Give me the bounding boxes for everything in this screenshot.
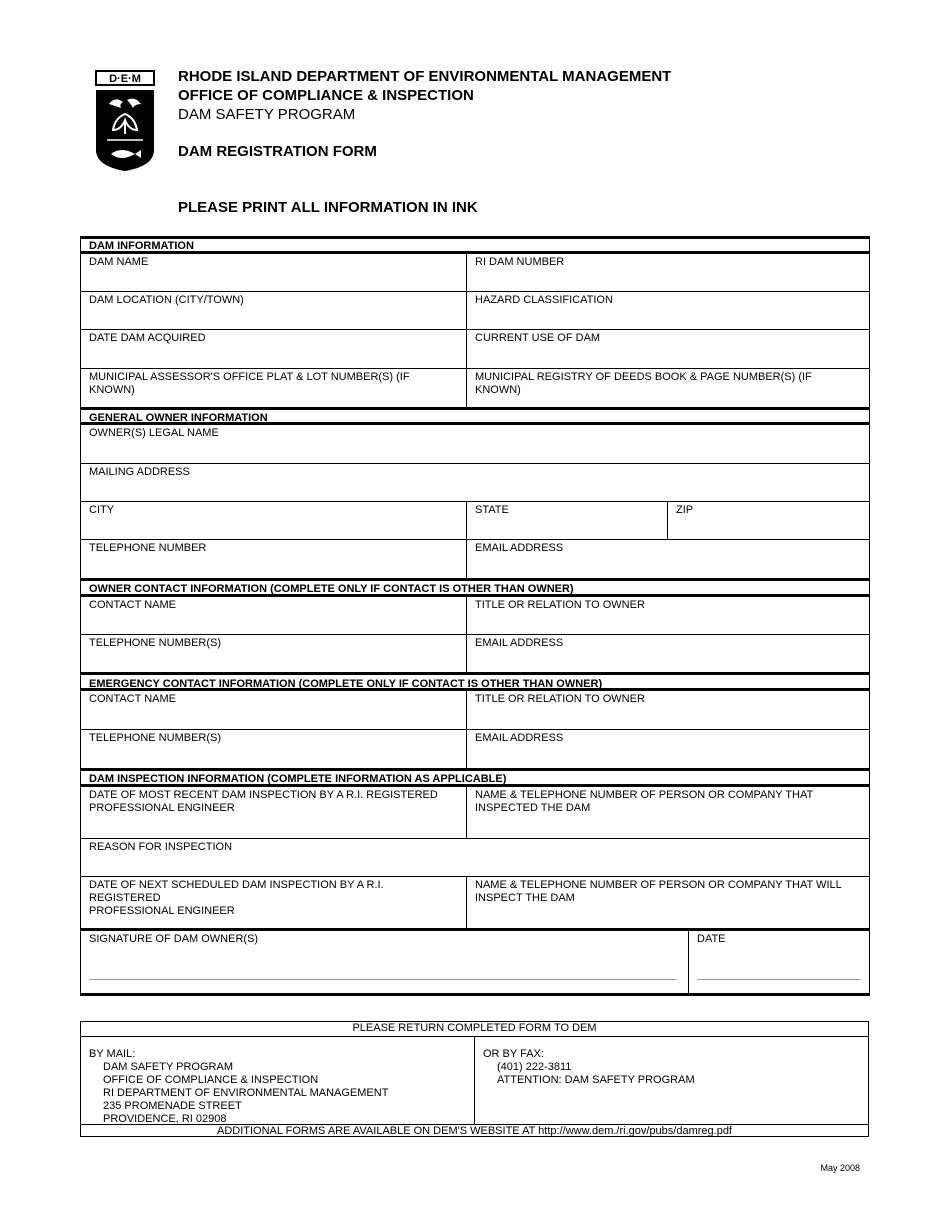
owner-contact-title-label: TITLE OR RELATION TO OWNER [475, 599, 645, 611]
signature-line [89, 979, 677, 980]
owner-telephone-label: TELEPHONE NUMBER [89, 542, 207, 554]
return-info-box [80, 1021, 869, 1137]
mail-line: DAM SAFETY PROGRAM [103, 1061, 233, 1073]
recent-inspection-date-label-2: PROFESSIONAL ENGINEER [89, 802, 235, 814]
instruction-text: PLEASE PRINT ALL INFORMATION IN INK [178, 199, 478, 216]
state-field[interactable] [466, 501, 667, 539]
emergency-contact-email-label: EMAIL ADDRESS [475, 732, 564, 744]
owner-email-field[interactable] [466, 539, 869, 578]
mail-address-block [89, 1048, 388, 1126]
owner-info-section-title: GENERAL OWNER INFORMATION [89, 412, 268, 424]
state-label: STATE [475, 504, 509, 516]
emergency-contact-section-title: EMERGENCY CONTACT INFORMATION (COMPLETE ONLY IF CONTACT IS OTHER THAN OWNER) [89, 678, 603, 690]
signature-date-field[interactable] [688, 930, 869, 993]
inspection-section-title: DAM INSPECTION INFORMATION (COMPLETE INFORMATION AS APPLICABLE) [89, 773, 507, 785]
owner-contact-email-field[interactable] [466, 634, 869, 672]
owner-signature-field[interactable] [80, 930, 688, 993]
inspection-reason-field[interactable] [80, 838, 869, 876]
recent-inspector-label-2: INSPECTED THE DAM [475, 802, 591, 814]
owner-signature-label: SIGNATURE OF DAM OWNER(S) [89, 933, 259, 945]
signature-date-label: DATE [697, 933, 726, 945]
ri-dam-number-label: RI DAM NUMBER [475, 256, 565, 268]
current-use-label: CURRENT USE OF DAM [475, 332, 601, 344]
by-fax-label: OR BY FAX: [483, 1048, 544, 1060]
next-inspection-date-field[interactable] [80, 876, 466, 928]
fax-line: ATTENTION: DAM SAFETY PROGRAM [497, 1074, 695, 1086]
next-inspector-label-1: NAME & TELEPHONE NUMBER OF PERSON OR COMPANY THAT WILL [475, 879, 842, 891]
date-acquired-label: DATE DAM ACQUIRED [89, 332, 206, 344]
city-field[interactable] [80, 501, 466, 539]
registry-field[interactable] [466, 368, 869, 407]
mail-line: PROVIDENCE, RI 02908 [103, 1113, 227, 1125]
owner-contact-title-field[interactable] [466, 596, 869, 634]
dem-logo [95, 70, 155, 172]
recent-inspector-label-1: NAME & TELEPHONE NUMBER OF PERSON OR COMPANY THAT [475, 789, 814, 801]
owner-legal-name-field[interactable] [80, 424, 869, 462]
emergency-contact-email-field[interactable] [466, 729, 869, 768]
assessor-field[interactable] [80, 368, 466, 407]
dam-name-field[interactable] [80, 253, 466, 291]
emergency-contact-telephone-field[interactable] [80, 729, 466, 768]
next-inspection-date-label-1: DATE OF NEXT SCHEDULED DAM INSPECTION BY A R.I. REGISTERED [89, 879, 384, 904]
dam-info-section-title: DAM INFORMATION [89, 240, 194, 252]
svg-text:D·E·M: D·E·M [109, 73, 141, 85]
assessor-label: MUNICIPAL ASSESSOR'S OFFICE PLAT & LOT NUMBER(S) (IF KNOWN) [89, 371, 410, 396]
owner-legal-name-label: OWNER(S) LEGAL NAME [89, 427, 219, 439]
mail-line: RI DEPARTMENT OF ENVIRONMENTAL MANAGEMENT [103, 1087, 389, 1099]
mailing-address-label: MAILING ADDRESS [89, 466, 190, 478]
next-inspector-field[interactable] [466, 876, 869, 928]
mail-line: 235 PROMENADE STREET [103, 1100, 242, 1112]
dam-location-label: DAM LOCATION (CITY/TOWN) [89, 294, 244, 306]
form-title: DAM REGISTRATION FORM [178, 143, 377, 160]
dam-location-field[interactable] [80, 291, 466, 329]
owner-contact-section-title: OWNER CONTACT INFORMATION (COMPLETE ONLY IF CONTACT IS OTHER THAN OWNER) [89, 583, 574, 595]
owner-email-label: EMAIL ADDRESS [475, 542, 564, 554]
next-inspection-date-label-2: PROFESSIONAL ENGINEER [89, 905, 235, 917]
emergency-contact-name-field[interactable] [80, 690, 466, 729]
owner-contact-email-label: EMAIL ADDRESS [475, 637, 564, 649]
next-inspector-label-2: INSPECT THE DAM [475, 892, 575, 904]
owner-contact-telephone-label: TELEPHONE NUMBER(S) [89, 637, 222, 649]
hazard-classification-field[interactable] [466, 291, 869, 329]
mailing-address-field[interactable] [80, 463, 869, 501]
owner-contact-name-label: CONTACT NAME [89, 599, 176, 611]
ri-dam-number-field[interactable] [466, 253, 869, 291]
emergency-contact-title-label: TITLE OR RELATION TO OWNER [475, 693, 645, 705]
city-label: CITY [89, 504, 115, 516]
additional-forms-note: ADDITIONAL FORMS ARE AVAILABLE ON DEM'S WEBSITE AT http://www.dem./ri.gov/pubs/damreg.pdf [81, 1124, 868, 1138]
recent-inspection-date-field[interactable] [80, 786, 466, 838]
recent-inspection-date-label-1: DATE OF MOST RECENT DAM INSPECTION BY A R.I. REGISTERED [89, 789, 438, 801]
agency-name: RHODE ISLAND DEPARTMENT OF ENVIRONMENTAL MANAGEMENT [178, 68, 672, 85]
revision-date: May 2008 [820, 1163, 860, 1173]
owner-contact-name-field[interactable] [80, 596, 466, 634]
date-acquired-field[interactable] [80, 329, 466, 368]
owner-contact-telephone-field[interactable] [80, 634, 466, 672]
registration-form [80, 236, 870, 996]
zip-label: ZIP [676, 504, 694, 516]
emergency-contact-name-label: CONTACT NAME [89, 693, 176, 705]
recent-inspector-field[interactable] [466, 786, 869, 838]
dam-name-label: DAM NAME [89, 256, 149, 268]
hazard-classification-label: HAZARD CLASSIFICATION [475, 294, 613, 306]
emergency-contact-telephone-label: TELEPHONE NUMBER(S) [89, 732, 222, 744]
current-use-field[interactable] [466, 329, 869, 368]
emergency-contact-title-field[interactable] [466, 690, 869, 729]
inspection-reason-label: REASON FOR INSPECTION [89, 841, 233, 853]
return-heading: PLEASE RETURN COMPLETED FORM TO DEM [81, 1022, 868, 1037]
by-mail-label: BY MAIL: [89, 1048, 136, 1060]
owner-telephone-field[interactable] [80, 539, 466, 578]
office-name: OFFICE OF COMPLIANCE & INSPECTION [178, 87, 474, 104]
mail-line: OFFICE OF COMPLIANCE & INSPECTION [103, 1074, 319, 1086]
fax-line: (401) 222-3811 [497, 1061, 572, 1073]
zip-field[interactable] [667, 501, 869, 539]
registry-label: MUNICIPAL REGISTRY OF DEEDS BOOK & PAGE NUMBER(S) (IF KNOWN) [475, 371, 812, 396]
date-line [697, 979, 861, 980]
program-name: DAM SAFETY PROGRAM [178, 106, 356, 123]
fax-block [483, 1048, 695, 1087]
